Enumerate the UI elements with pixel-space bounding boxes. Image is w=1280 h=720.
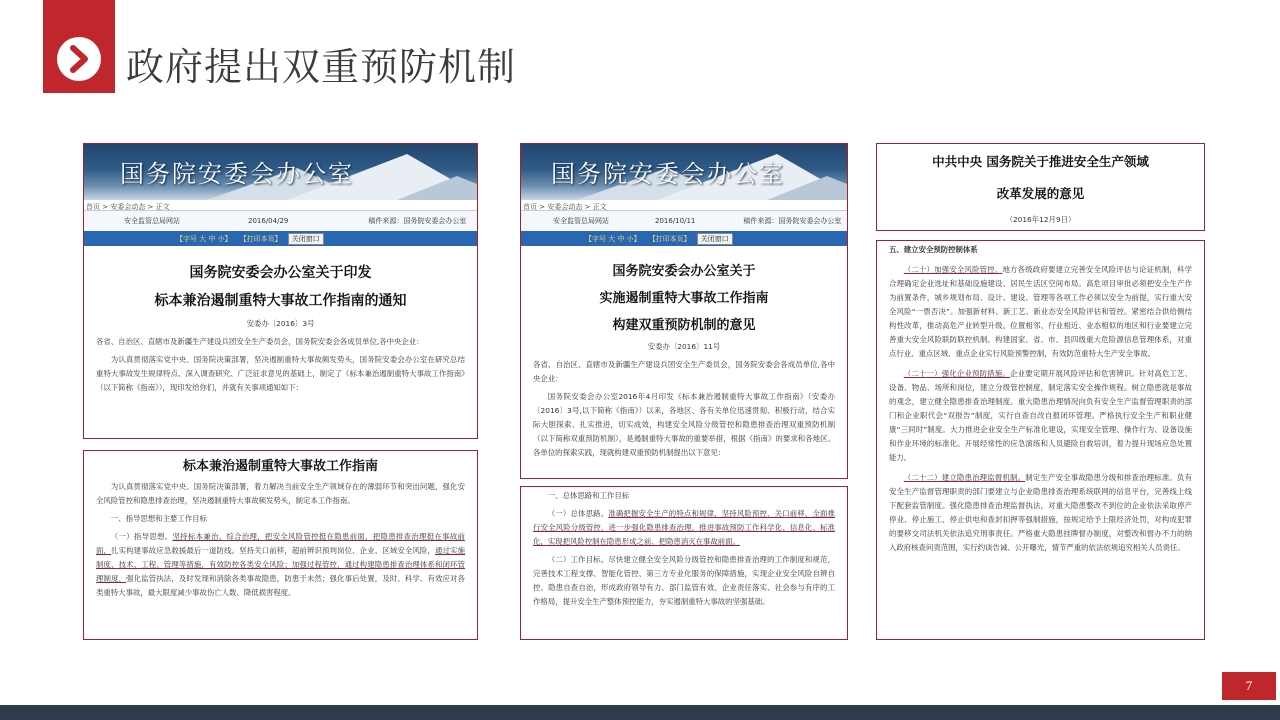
doc2-source: 安全监管总局网站: [553, 217, 609, 225]
chevron-right-icon: [57, 37, 101, 81]
doc1-toolbar: [84, 231, 477, 246]
doc1-title-2: 标本兼治遏制重特大事故工作指南的通知: [154, 293, 407, 309]
page-number: 7: [1222, 672, 1276, 700]
doc1-body: 为认真贯彻落实党中央、国务院决策部署，坚决遏制重特大事故频发势头，国务院安委会办公室在研究总结重特大事故发生规律特点、深入调查研究、广泛征求意见的基础上，制定了《标本兼治遏制重特大事故工作指南》（以下简称《指南》），现印发给你们，并就有关事项通知如下：: [96, 355, 465, 392]
doc1b-intro: 为认真贯彻落实党中央、国务院决策部署，着力解决当前安全生产领域存在的薄弱环节和突出问题，强化安全风险管控和隐患排查治理，坚决遏制重特大事故频发势头，制定本工作指南。: [96, 482, 465, 505]
doc1-print-link[interactable]: 【打印本页】: [239, 234, 282, 243]
doc3-title-2: 改革发展的意见: [996, 186, 1085, 201]
doc2-close-button[interactable]: 关闭窗口: [697, 233, 733, 245]
doc2-toolbar: [521, 231, 847, 246]
doc2-meta: [521, 211, 847, 231]
doc2-title-1: 国务院安委会办公室关于: [612, 264, 756, 279]
doc1-close-button[interactable]: 关闭窗口: [288, 233, 324, 245]
doc2b-approach: （一）总体思路。准确把握安全生产的特点和规律，坚持风险预控、关口前移，全面推行安全风险分级管控，进一步强化隐患排查治理，推进事故预防工作科学化、信息化、标准化，实现把风险控制在隐患形成之前、把隐患消灭在事故前面。: [533, 509, 835, 546]
doc3-item-22: （二十二）建立隐患治理监督机制。制定生产安全事故隐患分级和排查治理标准。负有安全生产监督管理职责的部门要建立与企业隐患排查治理系统联网的信息平台，完善线上线下配套监管制度。强化隐患排查治理监督执法，对重大隐患整改不到位的企业依法采取停产停业、停止施工、停止供电和查封扣押等强制措施，按规定给予上限经济处罚，对构成犯罪的要移交司法机关依法追究刑事责任。严格重大隐患挂牌督办制度，对整改和督办不力的纳入政府核查问责范围，实行约谈告诫、公开曝光，情节严重的依法依规追究相关人员责任。: [889, 473, 1192, 552]
doc1b-section: 一、指导思想和主要工作目标: [110, 514, 207, 523]
doc2-breadcrumb[interactable]: 首页 > 安委会动态 > 正文: [521, 200, 847, 211]
doc3-date: （2016年12月9日）: [1005, 215, 1076, 224]
doc2-body: 国务院安委会办公室2016年4月印发《标本兼治遏制重特大事故工作指南》（安委办〔2016〕3号,以下简称《指南》）以来，各地区、各有关单位迅速贯彻、积极行动，结合实际大胆探索、扎实推进，切实成效，构建安全风险分级管控和隐患排查治理双重预防机制（以下简称双重预防机制），是遏制重特大事故的重要举措，根据《指南》的要求和各地区、各单位的探索实践，现就构建双重预防机制提出以下意见：: [533, 392, 835, 457]
doc2-print-link[interactable]: 【打印本页】: [648, 234, 691, 243]
doc2b-goals: （二）工作目标。尽快建立健全安全风险分级管控和隐患排查治理的工作制度和规范，完善技术工程支撑、智能化管控、第三方专业化服务的保障措施，实现企业安全风险自辨自控、隐患自查自治，形成政府领导有力、部门监管有效、企业责任落实、社会参与有序的工作格局，提升安全生产整体预控能力，夯实遏制重特大事故的坚强基础。: [533, 555, 835, 606]
doc3-body-panel: [876, 240, 1205, 640]
doc1b-guiding: （一）指导思想。坚持标本兼治、综合治理，把安全风险管控挺在隐患前面，把隐患排查治理挺在事故前面，扎实构建事故应急救援最后一道防线。坚持关口前移，超前辨识预判岗位、企业、区域安全风险，通过实施制度、技术、工程、管理等措施，有效防控各类安全风险；加强过程管控，通过构建隐患排查治理体系和闭环管理制度，强化监管执法，及时发现和消除各类事故隐患，防患于未然；强化事后处置，及时、科学、有效应对各类重特大事故，最大限度减少事故伤亡人数、降低损害程度。: [96, 532, 465, 597]
slide-title: 政府提出双重预防机制: [126, 45, 517, 89]
doc2-font-size[interactable]: 【字号 大 中 小】: [585, 234, 641, 243]
doc1-font-size[interactable]: 【字号 大 中 小】: [176, 234, 232, 243]
doc2-from: 稿件来源：国务院安委会办公室: [743, 217, 842, 225]
doc2-panel: [520, 143, 848, 479]
doc3-title-panel: [876, 143, 1205, 231]
doc1b-heading: 标本兼治遏制重特大事故工作指南: [182, 459, 378, 474]
doc1-source: 安全监管总局网站: [124, 217, 180, 225]
doc1-title-1: 国务院安委会办公室关于印发: [189, 265, 372, 281]
doc2-banner: [521, 144, 847, 200]
doc3-section: 五、建立安全预防控制体系: [889, 245, 978, 254]
doc1-panel: [83, 143, 478, 439]
doc1b-panel: [83, 450, 478, 640]
doc1-recipients: 各省、自治区、直辖市及新疆生产建设兵团安全生产委员会，国务院安委会各成员单位,各中央企业：: [96, 337, 424, 346]
doc1-number: 安委办〔2016〕3号: [246, 319, 315, 328]
doc2-banner-title: 国务院安委会办公室: [551, 160, 785, 188]
doc1-breadcrumb[interactable]: 首页 > 安委会动态 > 正文: [84, 200, 477, 211]
doc2-number: 安委办〔2016〕11号: [647, 342, 721, 351]
doc3-item-21: （二十一）强化企业预防措施。企业要定期开展风险评估和危害辨识。针对高危工艺、设备、物品、场所和岗位，建立分级管控制度，制定落实安全操作规程。树立隐患就是事故的观念，建立健全隐患排查治理制度、重大隐患治理情况向负有安全生产监督管理职责的部门和企业职代会“双报告”制度，实行自查自改自报闭环管理。严格执行安全生产和职业健康“三同时”制度。大力推进企业安全生产标准化建设，实现安全管理、操作行为、设备设施和作业环境的标准化。开展经常性的应急演练和人员避险自救培训，着力提升现场应急处置能力。: [889, 369, 1192, 462]
footer-bar: [0, 705, 1280, 720]
doc2-title-2: 实施遏制重特大事故工作指南: [599, 291, 769, 306]
doc3-item-20: （二十）加强安全风险管控。地方各级政府要建立完善安全风险评估与论证机制，科学合理确定企业选址和基础设施建设、居民生活区空间布局。高危项目审批必须把安全生产作为前置条件，城乡规划布局、设计、建设、管理等各项工作必须以安全为前提，实行重大安全风险“一票否决”。加强新材料、新工艺、新业态安全风险评估和管控。紧密结合供给侧结构性改革，推动高危产业转型升级。位置相邻、行业相近、业态相似的地区和行业要建立完善重大安全风险联防联控机制。构建国家、省、市、县四级重大危险源信息管理体系，对重点行业、重点区域、重点企业实行风险预警控制，有效防范重特大生产安全事故。: [889, 265, 1192, 358]
doc1-banner: [84, 144, 477, 200]
logo-block: [43, 0, 115, 93]
doc1-date: 2016/04/29: [248, 217, 289, 225]
doc2b-panel: [520, 486, 848, 640]
doc1-from: 稿件来源：国务院安委会办公室: [368, 217, 467, 225]
doc2-recipients: 各省、自治区、直辖市及新疆生产建设兵团安全生产委员会，国务院安委会各成员单位,各中央企业：: [533, 360, 835, 383]
doc2b-section: 一、总体思路和工作目标: [547, 491, 630, 500]
doc1-banner-title: 国务院安委会办公室: [120, 160, 354, 188]
doc2-title-3: 构建双重预防机制的意见: [612, 318, 756, 333]
doc1-meta: [84, 211, 477, 231]
doc3-title-1: 中共中央 国务院关于推进安全生产领域: [932, 154, 1149, 169]
doc2-date: 2016/10/11: [655, 217, 696, 225]
